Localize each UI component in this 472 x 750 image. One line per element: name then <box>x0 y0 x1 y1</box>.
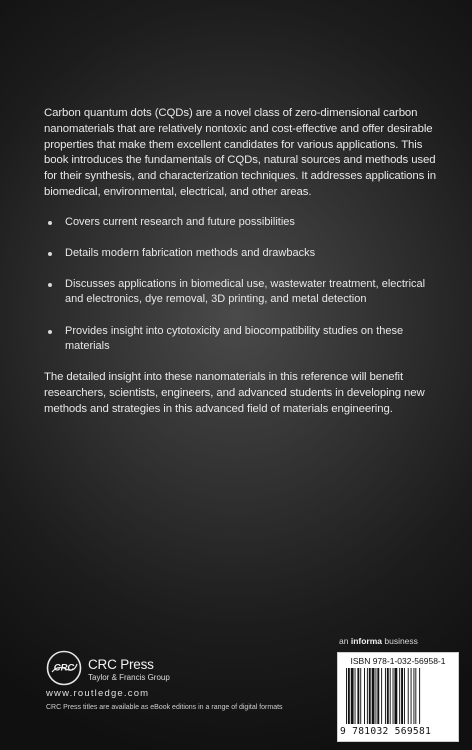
barcode-digits: 9 781032 569581 <box>340 726 432 737</box>
barcode-bar <box>419 668 420 724</box>
publisher-name: CRC Press <box>88 657 154 672</box>
bullet-icon <box>48 252 52 256</box>
description-paragraph: Carbon quantum dots (CQDs) are a novel class of zero-dimensional carbon nanomaterials that are relatively nontoxic and cost-effective and offer desirable properties that make them excellent candidates for various applications. This book introduces the fundamentals of CQDs, natural sources and methods used for their synthesis, and characterization techniques. It addresses applications in biomedical, environmental, electrical, and other areas. <box>44 107 436 198</box>
barcode-bar <box>399 668 400 724</box>
barcode-bar <box>346 668 347 724</box>
barcode-bar <box>355 668 356 724</box>
publisher-website[interactable]: www.routledge.com <box>46 688 150 699</box>
barcode-bar <box>413 668 414 724</box>
barcode-icon <box>344 668 454 726</box>
barcode-bar <box>367 668 368 724</box>
barcode-bar <box>387 668 389 724</box>
barcode-bar <box>348 668 350 724</box>
barcode-bar <box>394 668 397 724</box>
informa-tagline <box>339 636 418 646</box>
barcode-bar <box>369 668 371 724</box>
bullet-icon <box>48 283 52 287</box>
crc-logo-text: CRC <box>53 662 75 674</box>
feature-text: Discusses applications in biomedical use, wastewater treatment, electrical and electronics, dye removal, 3D printing, and metal detection <box>65 278 426 306</box>
ebook-note: CRC Press titles are available as eBook editions in a range of digital formats <box>46 704 283 711</box>
barcode-bar <box>375 668 376 724</box>
feature-text: Provides insight into cytotoxicity and biocompatibility studies on these materials <box>65 324 404 352</box>
barcode-bar <box>404 668 405 724</box>
barcode-bar <box>415 668 416 724</box>
feature-item <box>44 215 442 230</box>
barcode-bar <box>408 668 409 724</box>
bullet-icon <box>48 330 52 334</box>
barcode-bar <box>411 668 412 724</box>
informa-brand: informa <box>350 636 382 646</box>
barcode-bar <box>385 668 386 724</box>
barcode-bar <box>364 668 365 724</box>
feature-text: Covers current research and future possibilities <box>65 215 295 228</box>
barcode-bar <box>372 668 375 724</box>
informa-prefix: an <box>339 636 351 646</box>
feature-text: Details modern fabrication methods and drawbacks <box>65 246 316 259</box>
barcode-bar <box>401 668 403 724</box>
feature-list <box>44 215 442 354</box>
feature-item <box>44 277 442 307</box>
barcode-bar <box>360 668 361 724</box>
feature-item <box>44 246 442 261</box>
barcode-bar <box>351 668 354 724</box>
isbn-text: ISBN 978-1-032-56958-1 <box>350 656 446 666</box>
feature-item <box>44 324 442 354</box>
back-cover-text <box>44 106 442 417</box>
bullet-icon <box>48 221 52 225</box>
barcode-label <box>337 652 459 742</box>
barcode-bar <box>393 668 394 724</box>
informa-suffix: business <box>382 636 418 646</box>
barcode-bar <box>381 668 382 724</box>
barcode-bar <box>377 668 379 724</box>
barcode-bar <box>390 668 391 724</box>
crc-logo-icon <box>46 650 82 686</box>
barcode-bar <box>357 668 359 724</box>
publisher-group: Taylor & Francis Group <box>88 673 170 682</box>
closing-paragraph: The detailed insight into these nanomaterials in this reference will benefit researchers, scientists, engineers, and advanced students in developing new methods and strategies in this advanced field of materials engineering. <box>44 371 425 415</box>
